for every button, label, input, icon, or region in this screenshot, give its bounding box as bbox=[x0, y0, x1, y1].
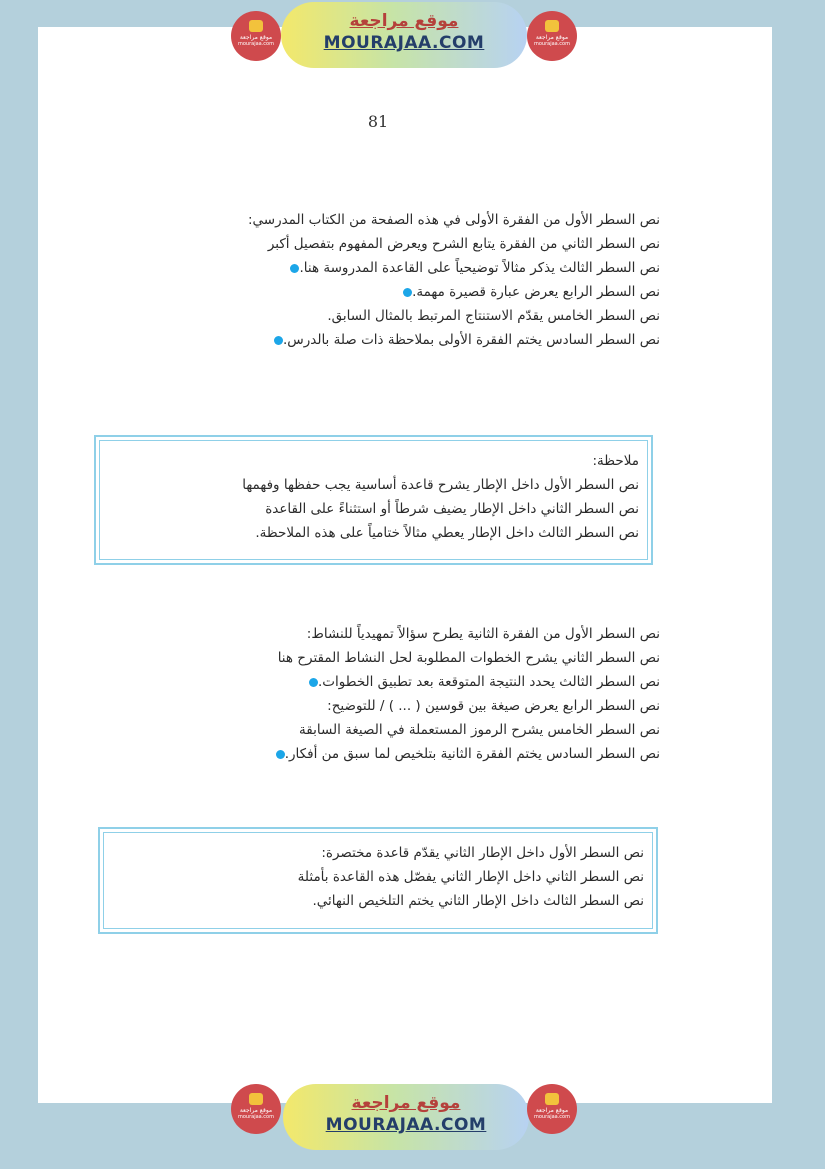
badge-caption: موقع مراجعة bbox=[239, 1107, 273, 1114]
logo-icon bbox=[249, 20, 263, 32]
badge-domain: mourajaa.com bbox=[533, 41, 570, 47]
brand-arabic-title: موقع مراجعة bbox=[349, 11, 459, 31]
text-line: نص السطر الخامس يقدّم الاستنتاج المرتبط بالمثال السابق. bbox=[327, 308, 660, 324]
brand-badge-right-bottom[interactable] bbox=[527, 1084, 577, 1134]
note-box-2 bbox=[98, 827, 658, 934]
text-line-with-bullet bbox=[90, 280, 660, 304]
text-line-with-bullet bbox=[90, 256, 660, 280]
text-line: نص السطر الثاني يشرح الخطوات المطلوبة لحل النشاط المقترح هنا bbox=[277, 650, 660, 666]
paragraph-section-1 bbox=[90, 208, 660, 352]
logo-icon bbox=[545, 20, 559, 32]
brand-banner-top[interactable] bbox=[281, 2, 527, 68]
text-line: نص السطر الثاني داخل الإطار الثاني يفصّل هذه القاعدة بأمثلة bbox=[297, 869, 644, 885]
text-line: نص السطر الثاني داخل الإطار يضيف شرطاً أو استثناءً على القاعدة bbox=[265, 501, 639, 517]
text-line: نص السطر الثالث يذكر مثالاً توضيحياً على القاعدة المدروسة هنا. bbox=[299, 260, 660, 276]
bullet-icon bbox=[309, 678, 318, 687]
badge-caption: موقع مراجعة bbox=[535, 1107, 569, 1114]
text-line-with-bullet bbox=[90, 328, 660, 352]
text-line: نص السطر الأول داخل الإطار يشرح قاعدة أساسية يجب حفظها وفهمها bbox=[242, 477, 639, 493]
brand-badge-left-bottom[interactable] bbox=[231, 1084, 281, 1134]
document-page bbox=[38, 27, 772, 1103]
brand-banner-bottom[interactable] bbox=[283, 1084, 529, 1150]
text-line: نص السطر الثالث يحدد النتيجة المتوقعة بعد تطبيق الخطوات. bbox=[318, 674, 660, 690]
text-line: نص السطر الثالث داخل الإطار يعطي مثالاً ختامياً على هذه الملاحظة. bbox=[255, 525, 639, 541]
bullet-icon bbox=[276, 750, 285, 759]
text-line: نص السطر الثاني من الفقرة يتابع الشرح ويعرض المفهوم بتفصيل أكبر bbox=[267, 236, 660, 252]
text-line-with-bullet bbox=[90, 670, 660, 694]
text-line: نص السطر الأول من الفقرة الأولى في هذه الصفحة من الكتاب المدرسي: bbox=[247, 212, 660, 228]
brand-badge-left-top[interactable] bbox=[231, 11, 281, 61]
note-title: ملاحظة: bbox=[592, 453, 639, 469]
badge-caption: موقع مراجعة bbox=[535, 34, 569, 41]
text-line: نص السطر الثالث داخل الإطار الثاني يختم التلخيص النهائي. bbox=[312, 893, 644, 909]
text-line: نص السطر الأول من الفقرة الثانية يطرح سؤالاً تمهيدياً للنشاط: bbox=[306, 626, 660, 642]
text-line: نص السطر الأول داخل الإطار الثاني يقدّم قاعدة مختصرة: bbox=[321, 845, 644, 861]
note-box-1 bbox=[94, 435, 653, 565]
text-line: نص السطر الخامس يشرح الرموز المستعملة في الصيغة السابقة bbox=[299, 722, 660, 738]
text-line: نص السطر الرابع يعرض عبارة قصيرة مهمة. bbox=[412, 284, 660, 300]
bullet-icon bbox=[274, 336, 283, 345]
badge-caption: موقع مراجعة bbox=[239, 34, 273, 41]
brand-arabic-title: موقع مراجعة bbox=[351, 1093, 461, 1113]
text-line: نص السطر الرابع يعرض صيغة بين قوسين ( ... ) / للتوضيح: bbox=[327, 698, 660, 714]
text-line: نص السطر السادس يختم الفقرة الأولى بملاحظة ذات صلة بالدرس. bbox=[282, 332, 660, 348]
brand-badge-right-top[interactable] bbox=[527, 11, 577, 61]
logo-icon bbox=[545, 1093, 559, 1105]
brand-latin-title: MOURAJAA.COM bbox=[325, 1115, 487, 1135]
page-number: 81 bbox=[367, 112, 389, 131]
badge-domain: mourajaa.com bbox=[533, 1114, 570, 1120]
badge-domain: mourajaa.com bbox=[237, 41, 274, 47]
logo-icon bbox=[249, 1093, 263, 1105]
badge-domain: mourajaa.com bbox=[237, 1114, 274, 1120]
bullet-icon bbox=[403, 288, 412, 297]
paragraph-section-2 bbox=[90, 622, 660, 766]
text-line-with-bullet bbox=[90, 742, 660, 766]
note-box-text bbox=[112, 841, 644, 913]
note-box-text bbox=[108, 449, 639, 545]
brand-latin-title: MOURAJAA.COM bbox=[323, 33, 485, 53]
text-line: نص السطر السادس يختم الفقرة الثانية بتلخيص لما سبق من أفكار. bbox=[284, 746, 660, 762]
